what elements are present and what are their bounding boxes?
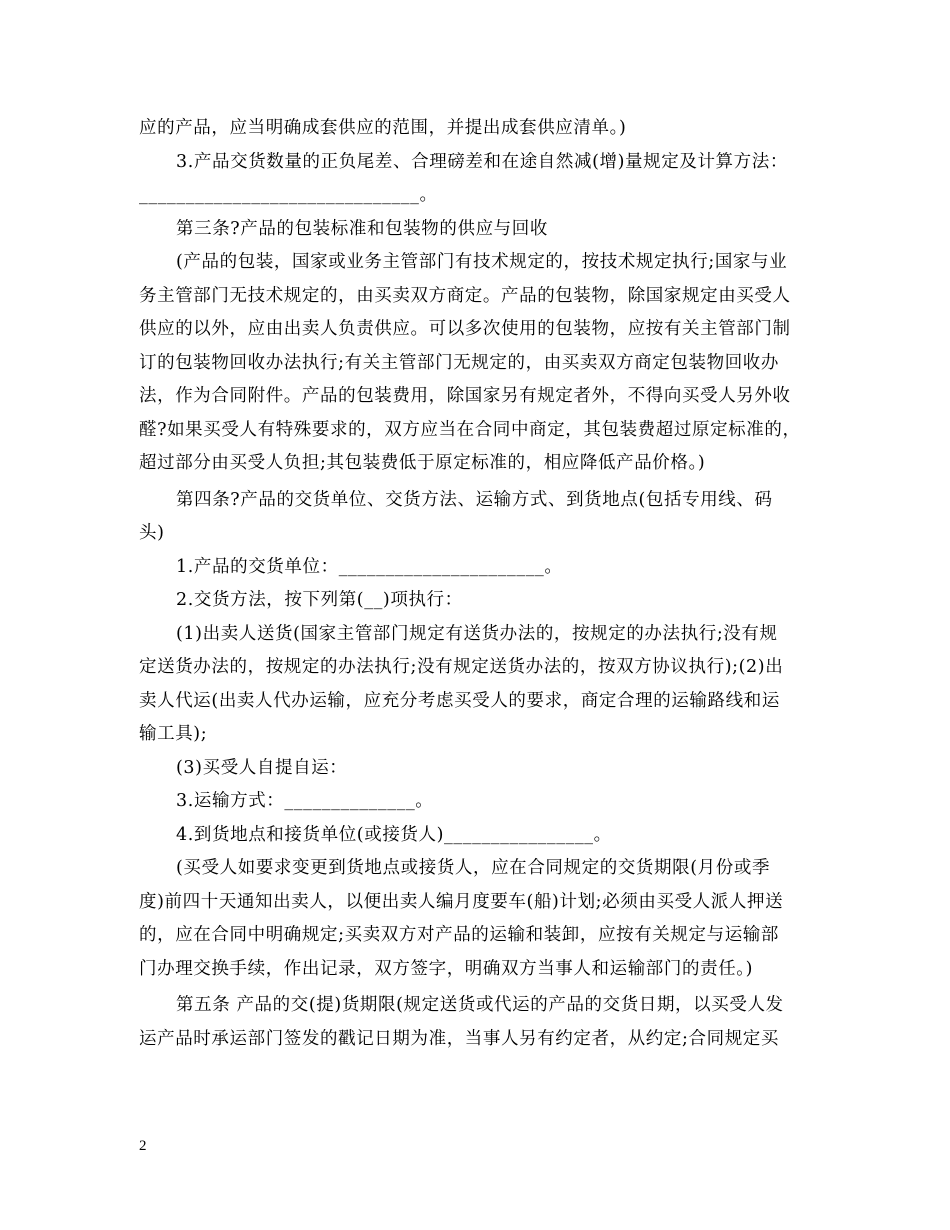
text-line: 醛?如果买受人有特殊要求的，双方应当在合同中商定，其包装费超过原定标准的，: [139, 419, 801, 440]
text-line: 4.到货地点和接货单位(或接货人)________________。: [176, 824, 612, 845]
text-line: 度)前四十天通知出卖人，以便出卖人编月度要车(船)计划;必须由买受人派人押送: [139, 891, 784, 912]
text-line: 法，作为合同附件。产品的包装费用，除国家另有规定者外，不得向买受人另外收: [139, 386, 791, 406]
text-line: (3)买受人自提自运：: [176, 757, 348, 778]
text-line: 应的产品，应当明确成套供应的范围，并提出成套供应清单。): [139, 118, 627, 138]
text-line: (买受人如要求变更到货地点或接货人，应在合同规定的交货期限(月份或季: [176, 858, 771, 878]
text-line: 超过部分由买受人负担;其包装费低于原定标准的，相应降低产品价格。): [139, 453, 706, 473]
text-line: 头): [139, 523, 165, 543]
text-line: 1.产品的交货单位：______________________。: [176, 556, 563, 577]
blank-fill-line: ______________________________。: [139, 185, 438, 205]
text-line: 的，应在合同中明确规定;买卖双方对产品的运输和装卸，应按有关规定与运输部: [139, 925, 779, 945]
text-line: 运产品时承运部门签发的戳记日期为准，当事人另有约定者，从约定;合同规定买: [139, 1028, 779, 1049]
document-body: [139, 112, 819, 1056]
text-line: 3.产品交货数量的正负尾差、合理磅差和在途自然减(增)量规定及计算方法：: [176, 151, 788, 172]
text-line: (1)出卖人送货(国家主管部门规定有送货办法的，按规定的办法执行;没有规: [176, 623, 778, 644]
section-heading: 第四条?产品的交货单位、交货方法、运输方式、到货地点(包括专用线、码: [176, 489, 773, 510]
text-line: (产品的包装，国家或业务主管部门有技术规定的，按技术规定执行;国家与业: [176, 252, 788, 272]
text-line: 输工具);: [139, 724, 208, 744]
text-line: 3.运输方式：______________。: [176, 791, 434, 811]
section-heading: 第三条?产品的包装标准和包装物的供应与回收: [176, 218, 548, 239]
text-line: 定送货办法的，按规定的办法执行;没有规定送货办法的，按双方协议执行);(2)出: [139, 657, 784, 677]
section-heading: 第五条 产品的交(提)货期限(规定送货或代运的产品的交货日期，以买受人发: [176, 995, 784, 1015]
text-line: 订的包装物回收办法执行;有关主管部门无规定的，由买卖双方商定包装物回收办: [139, 352, 779, 373]
text-line: 务主管部门无技术规定的，由买卖双方商定。产品的包装物，除国家规定由买受人: [139, 285, 791, 306]
page-number: 2: [139, 1138, 147, 1154]
text-line: 门办理交换手续，作出记录，双方签字，明确双方当事人和运输部门的责任。): [139, 958, 754, 979]
text-line: 2.交货方法，按下列第(__)项执行：: [176, 590, 463, 610]
text-line: 供应的以外，应由出卖人负责供应。可以多次使用的包装物，应按有关主管部门制: [139, 319, 791, 339]
text-line: 卖人代运(出卖人代办运输，应充分考虑买受人的要求，商定合理的运输路线和运: [139, 690, 780, 711]
